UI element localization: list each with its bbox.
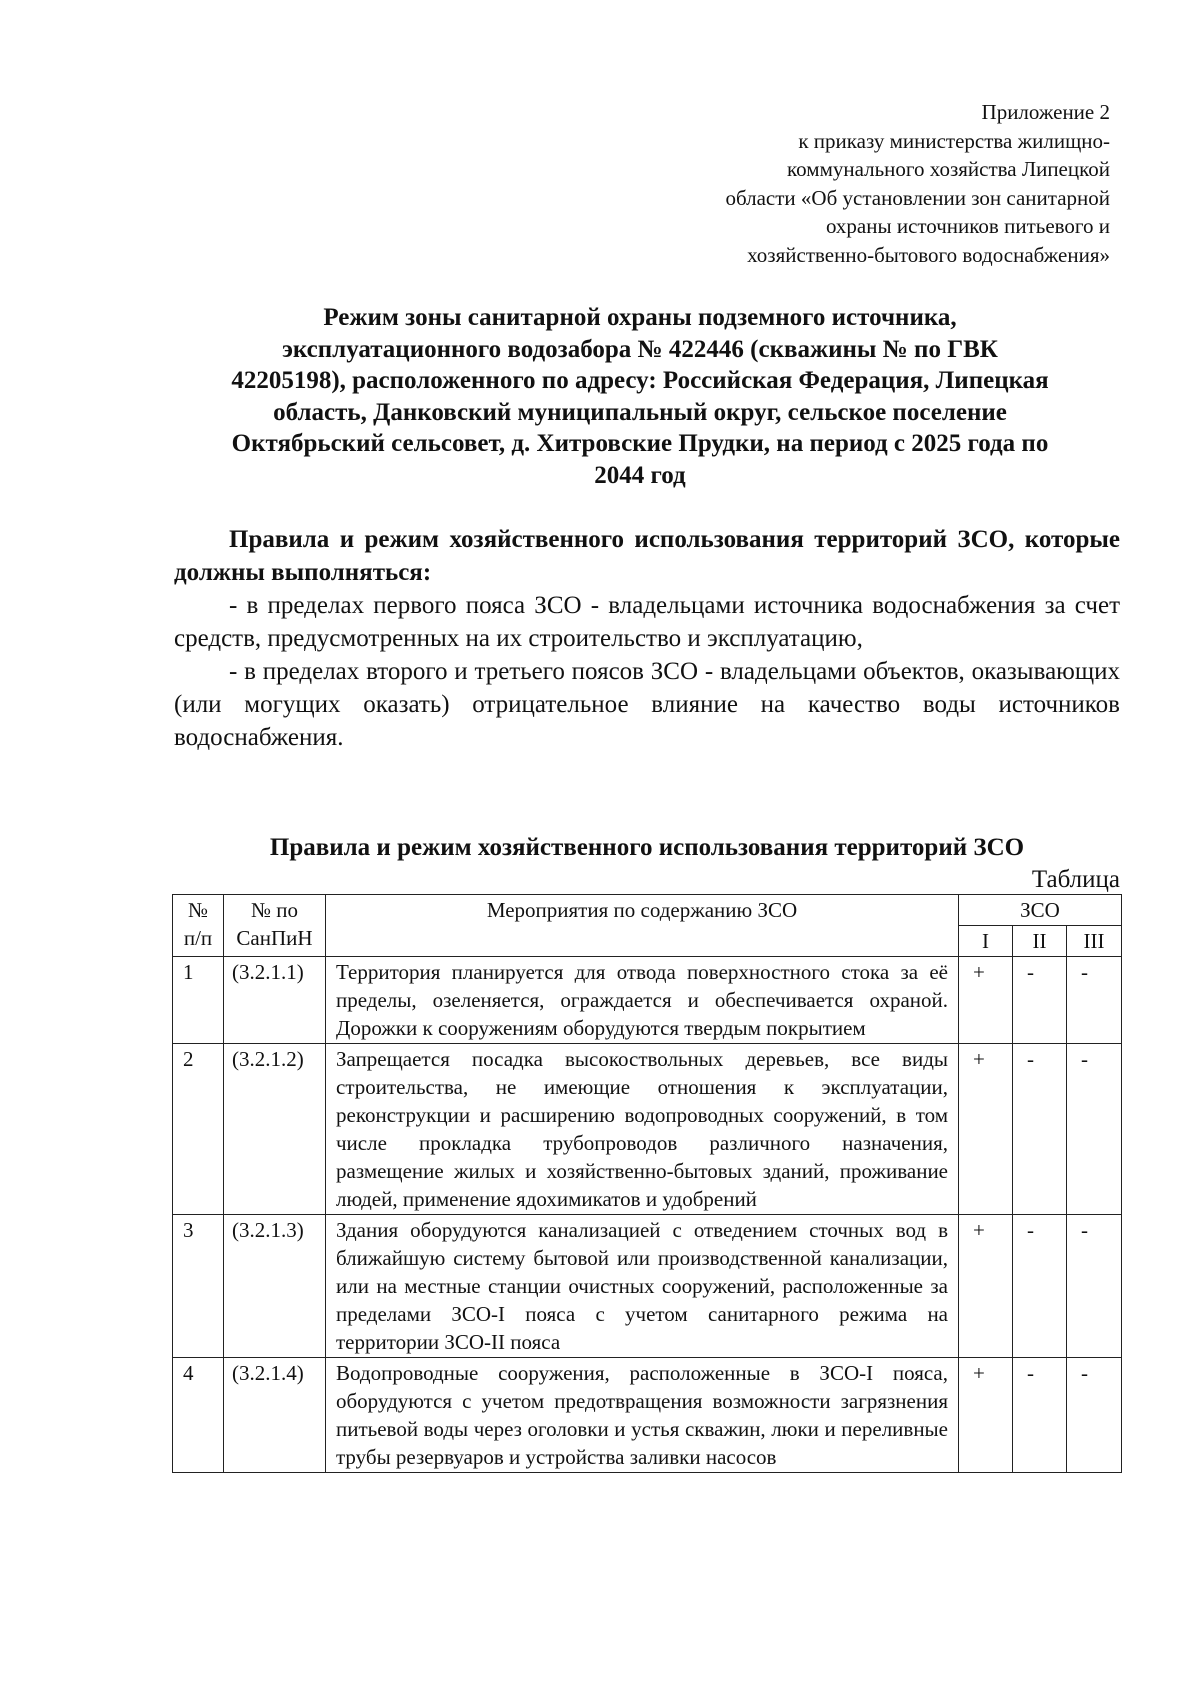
row-num: 1 (173, 957, 224, 1044)
row-text: Территория планируется для отвода поверхностного стока за её пределы, озеленяется, ограждается и обеспечивается охраной. Дорожки к сооружениям оборудуются твердым покрытием (326, 957, 959, 1044)
table-title: Правила и режим хозяйственного использования территорий ЗСО (269, 834, 1025, 861)
title-line: Октябрьский сельсовет, д. Хитровские Прудки, на период с 2025 года по (231, 430, 1049, 457)
table-caption: Таблица (1031, 866, 1120, 893)
zso-rules-table (172, 894, 1122, 1473)
row-ref: (3.2.1.1) (224, 957, 326, 1044)
header-num-line1: № (187, 898, 209, 922)
row-zone-1: + (959, 957, 1013, 1044)
header-measures: Мероприятия по содержанию ЗСО (326, 895, 959, 957)
row-ref: (3.2.1.2) (224, 1044, 326, 1215)
title-line: 42205198), расположенного по адресу: Российская Федерация, Липецкая (231, 367, 1049, 394)
row-zone-1: + (959, 1044, 1013, 1215)
row-zone-3: - (1067, 1044, 1122, 1215)
table-row (173, 1044, 1122, 1215)
row-zone-3: - (1067, 957, 1122, 1044)
row-zone-2: - (1013, 957, 1067, 1044)
table-row (173, 957, 1122, 1044)
row-zone-1: + (959, 1358, 1013, 1473)
row-num: 4 (173, 1358, 224, 1473)
row-ref: (3.2.1.3) (224, 1215, 326, 1358)
header-zso: ЗСО (959, 895, 1122, 926)
header-zone-3: III (1067, 926, 1122, 957)
row-ref: (3.2.1.4) (224, 1358, 326, 1473)
appendix-note (550, 98, 1110, 269)
header-num-line2: п/п (183, 926, 213, 950)
row-zone-2: - (1013, 1215, 1067, 1358)
header-num (173, 895, 224, 957)
title-line: эксплуатационного водозабора № 422446 (скважины № по ГВК (282, 335, 998, 363)
appendix-line: к приказу министерства жилищно- (798, 128, 1110, 153)
appendix-line: коммунального хозяйства Липецкой (787, 157, 1110, 181)
row-text: Водопроводные сооружения, расположенные в ЗСО-I пояса, оборудуются с учетом предотвращения возможности загрязнения питьевой воды через оголовки и устья скважин, люки и переливные трубы резервуаров и устройства заливки насосов (326, 1358, 959, 1473)
rules-item-first-zone: - в пределах первого пояса ЗСО - владельцами источника водоснабжения за счет средств, предусмотренных на их строительство и эксплуатацию, (174, 592, 1120, 652)
appendix-line: охраны источников питьевого и (825, 214, 1110, 238)
table-row (173, 1215, 1122, 1358)
row-zone-1: + (959, 1215, 1013, 1358)
title-line: область, Данковский муниципальный округ, сельское поселение (273, 398, 1007, 426)
row-text: Здания оборудуются канализацией с отведением сточных вод в ближайшую систему бытовой или производственной канализации, или на местные станции очистных сооружений, расположенные за пределами ЗСО-I пояса с учетом санитарного режима на территории ЗСО-II пояса (326, 1215, 959, 1358)
row-zone-3: - (1067, 1215, 1122, 1358)
header-ref-line1: № по (250, 898, 299, 922)
header-zone-2: II (1013, 926, 1067, 957)
title-line: 2044 год (594, 461, 686, 489)
appendix-line: области «Об установлении зон санитарной (725, 185, 1110, 210)
rules-item-second-third-zone: - в пределах второго и третьего поясов ЗСО - владельцами объектов, оказывающих (или могущих оказать) отрицательное влияние на качество воды источников водоснабжения. (174, 658, 1120, 751)
row-text: Запрещается посадка высокоствольных деревьев, все виды строительства, не имеющие отношения к эксплуатации, реконструкции и расширению водопроводных сооружений, в том числе прокладка трубопроводов различного назначения, размещение жилых и хозяйственно-бытовых зданий, проживание людей, применение ядохимикатов и удобрений (326, 1044, 959, 1215)
row-zone-3: - (1067, 1358, 1122, 1473)
row-zone-2: - (1013, 1358, 1067, 1473)
row-num: 3 (173, 1215, 224, 1358)
title-line: Режим зоны санитарной охраны подземного источника, (323, 304, 957, 331)
table-row (173, 1358, 1122, 1473)
header-zone-1: I (959, 926, 1013, 957)
appendix-line: хозяйственно-бытового водоснабжения» (747, 242, 1110, 267)
header-ref (224, 895, 326, 957)
row-num: 2 (173, 1044, 224, 1215)
rules-section (174, 523, 1120, 754)
appendix-line: Приложение 2 (981, 100, 1110, 124)
document-title (160, 302, 1120, 491)
table-header-row (173, 895, 1122, 926)
row-zone-2: - (1013, 1044, 1067, 1215)
rules-heading: Правила и режим хозяйственного использования территорий ЗСО, которые должны выполняться: (174, 526, 1120, 586)
header-ref-line2: СанПиН (236, 926, 313, 950)
